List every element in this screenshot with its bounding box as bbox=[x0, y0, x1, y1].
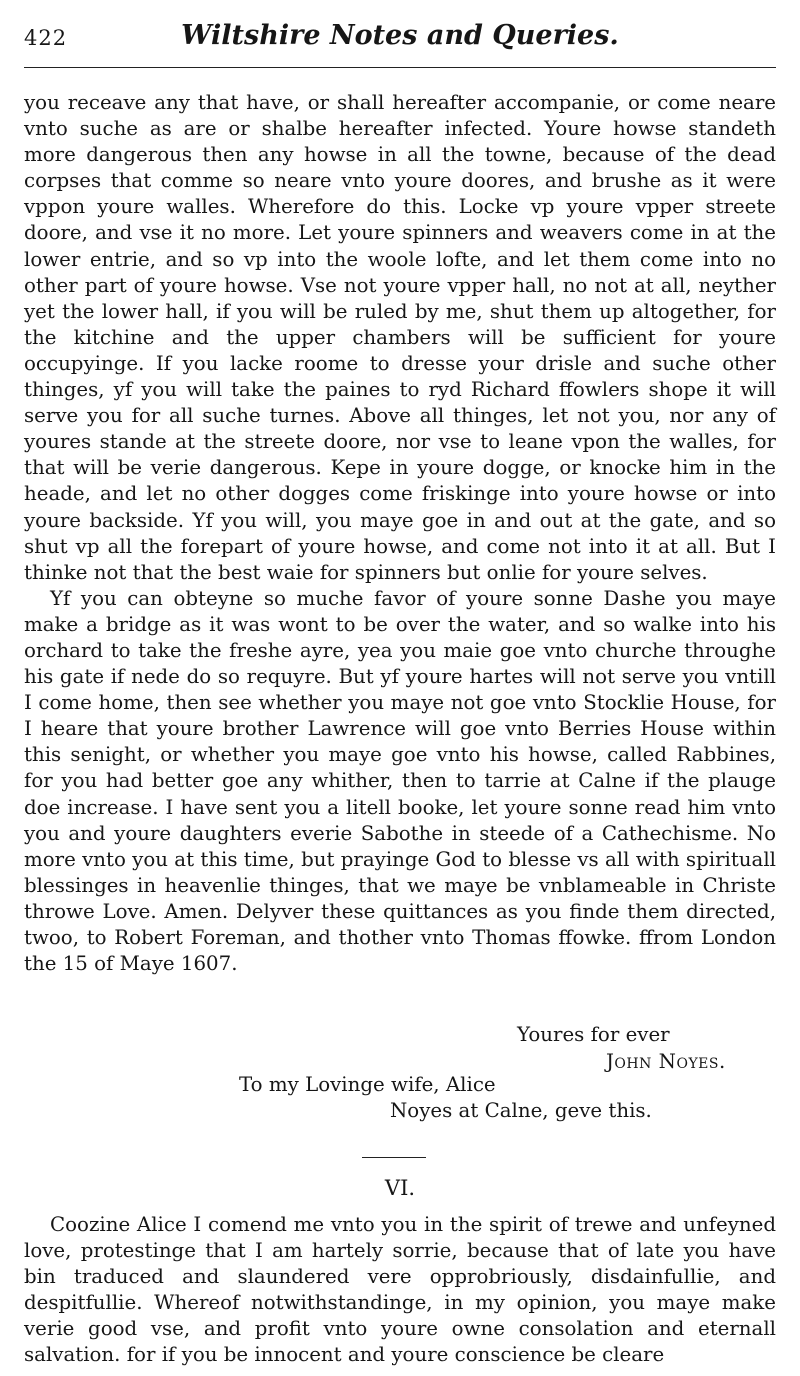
running-head: Wiltshire Notes and Queries. bbox=[181, 20, 619, 51]
section-vi-paragraph: Coozine Alice I comend me vnto you in the spirit of trewe and unfeyned love, protestinge that I am hartely sorrie, because that of late you have bin traduced and slaundered vere opprobriously, disdainfullie, and despitfullie. Whereof notwithstandinge, in my opinion, you maye make verie good vse, and profit vnto youre owne consolation and eternall salvation. for if you be innocent and youre conscience be cleare bbox=[24, 1213, 776, 1367]
page-number: 422 bbox=[24, 26, 68, 50]
section-heading: VI. bbox=[384, 1176, 416, 1200]
section-divider bbox=[362, 1157, 426, 1158]
address-line-2: Noyes at Calne, geve this. bbox=[390, 1099, 652, 1122]
page-header bbox=[24, 18, 776, 62]
address-line-1: To my Lovinge wife, Alice bbox=[239, 1073, 496, 1096]
book-page bbox=[24, 18, 776, 1367]
valediction: Youres for ever bbox=[517, 1023, 670, 1046]
letter-paragraph-1: you receave any that have, or shall hereafter accompanie, or come neare vnto suche as are or shalbe hereafter infected. Youre howse standeth more dangerous then any howse in all the towne, because of the dead corpses that comme so neare vnto youre doores, and brushe as it were vppon youre walles. Wherefore do this. Locke vp youre vpper streete doore, and vse it no more. Let youre spinners and weavers come in at the lower entrie, and so vp into the woole lofte, and let them come into no other part of youre howse. Vse not youre vpper hall, no not at all, neyther yet the lower hall, if you will be ruled by me, shut them up altogether, for the kitchine and the upper chambers will be sufficient for youre occupyinge. If you lacke roome to dresse your drisle and suche other thinges, yf you will take the paines to ryd Richard ffowlers shope it will serve you for all suche turnes. Above all thinges, let not you, nor any of youres stande at the streete doore, nor vse to leane vpon the walles, for that will be verie dangerous. Kepe in youre dogge, or knocke him in the heade, and let no other dogges come friskinge into youre howse or into youre backside. Yf you will, you maye goe in and out at the gate, and so shut vp all the forepart of youre howse, and come not into it at all. But I thinke not that the best waie for spinners but onlie for youre selves. bbox=[24, 91, 776, 584]
header-rule bbox=[24, 67, 776, 68]
section-vi-body bbox=[24, 1212, 776, 1369]
letter-body bbox=[24, 90, 776, 977]
letter-paragraph-2: Yf you can obteyne so muche favor of youre sonne Dashe you maye make a bridge as it was wont to be over the water, and so walke into his orchard to take the freshe ayre, yea you maie goe vnto churche throughe his gate if nede do so requyre. But yf youre hartes will not serve you vntill I come home, then see whether you maye not goe vnto Stocklie House, for I heare that youre brother Lawrence will goe vnto Berries House within this senight, or whether you maye goe vnto his howse, called Rabbines, for you had better goe any whither, then to tarrie at Calne if the plauge doe increase. I have sent you a litell booke, let youre sonne read him vnto you and youre daughters everie Sabothe in steede of a Cathechisme. No more vnto you at this time, but prayinge God to blesse vs all with spirituall blessinges in heavenlie thinges, that we maye be vnblameable in Christe throwe Love. Amen. Delyver these quittances as you finde them directed, twoo, to Robert Foreman, and thother vnto Thomas ffowke. ffrom London the 15 of Maye 1607. bbox=[24, 586, 776, 976]
signature: John Noyes. bbox=[606, 1050, 726, 1073]
